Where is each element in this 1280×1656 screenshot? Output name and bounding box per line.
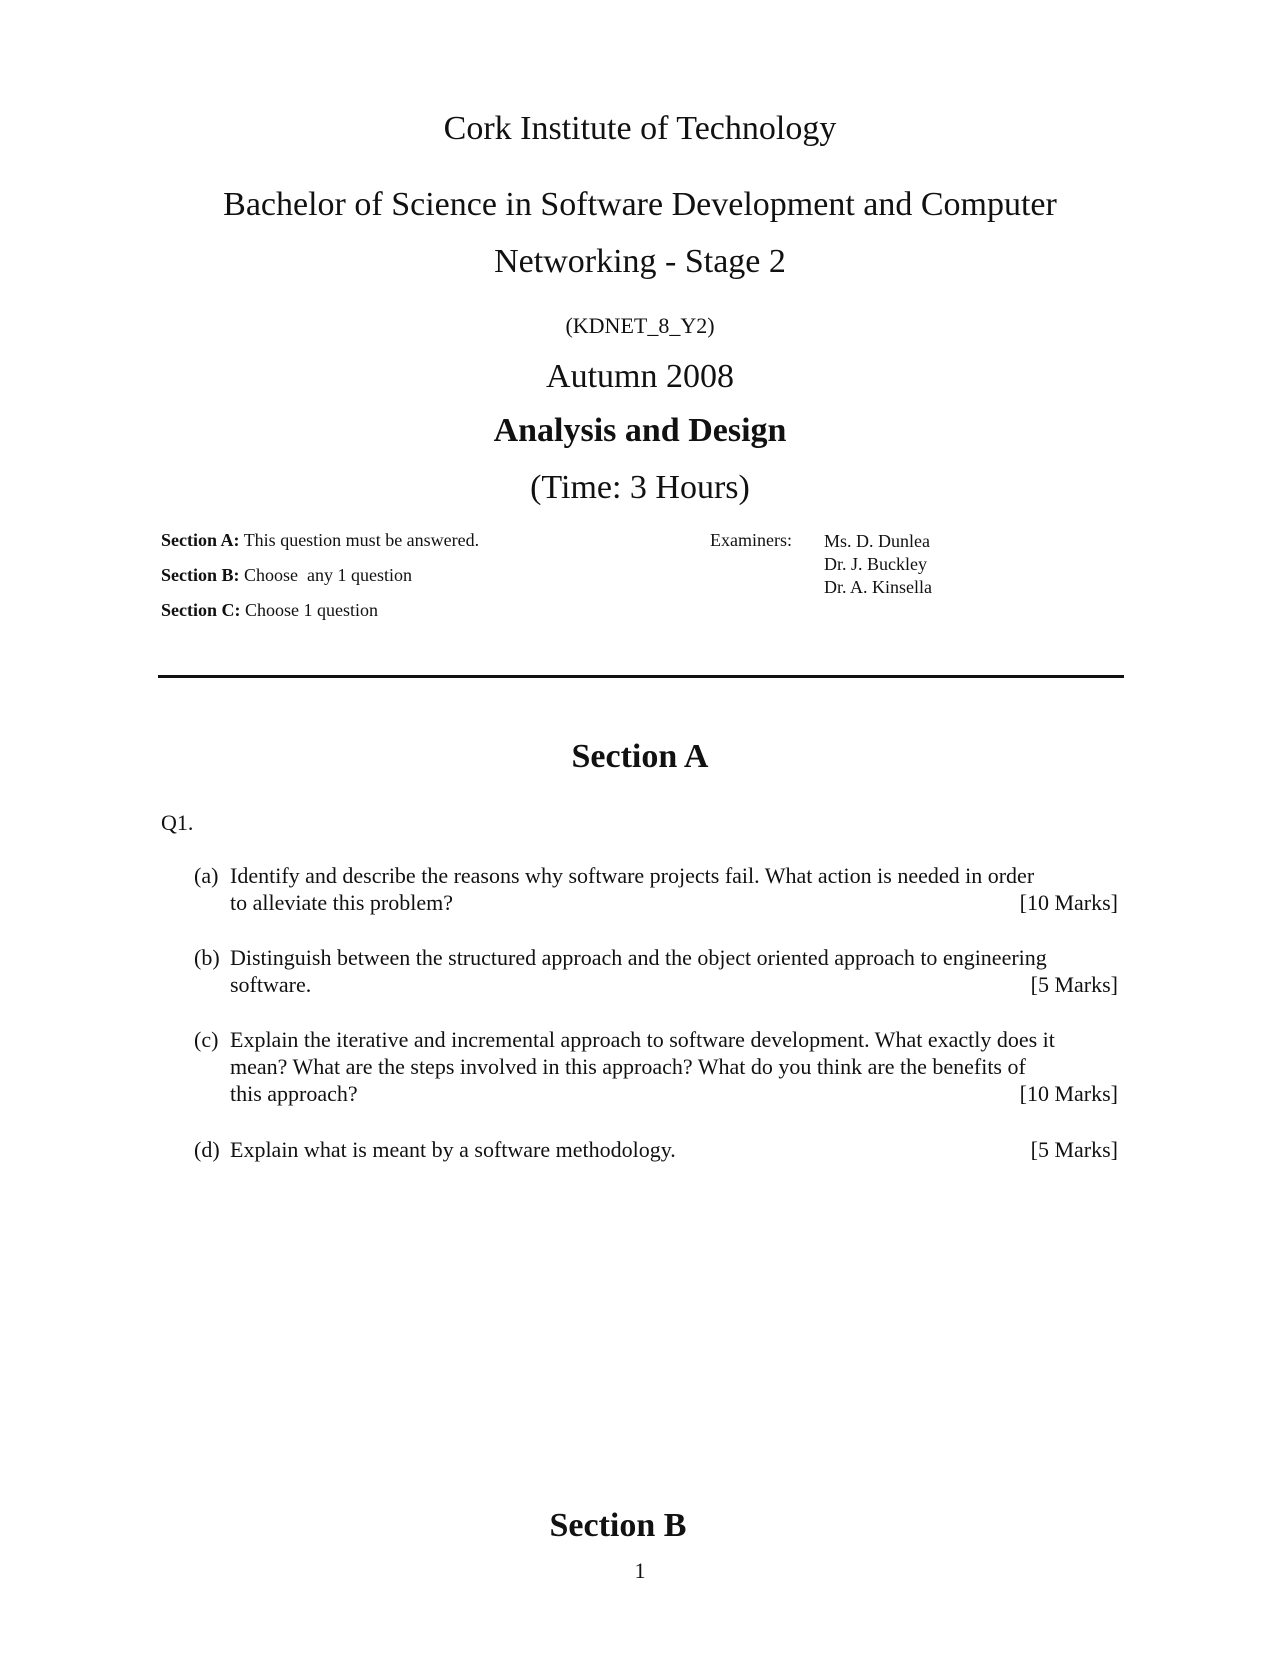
examiners-label: Examiners: — [710, 530, 792, 550]
part-text-line: Distinguish between the structured approach and the object oriented approach to engineering — [230, 945, 1047, 970]
instruction-section-c — [161, 600, 378, 621]
part-text-line: this approach? — [230, 1081, 358, 1106]
part-text-line: Explain what is meant by a software methodology. — [230, 1137, 676, 1162]
instruction-label: Section B: — [161, 565, 240, 585]
horizontal-divider — [158, 675, 1124, 678]
question-part-a — [194, 862, 1118, 916]
instruction-text: Choose any 1 question — [244, 565, 412, 585]
subject-title: Analysis and Design — [493, 412, 787, 449]
part-marks: [10 Marks] — [1019, 890, 1118, 915]
exam-term: Autumn 2008 — [546, 358, 734, 395]
question-part-c — [194, 1026, 1118, 1107]
part-marks: [5 Marks] — [1030, 1137, 1118, 1162]
question-number: Q1. — [161, 810, 194, 835]
page-number: 1 — [634, 1558, 646, 1583]
examiner-name: Dr. J. Buckley — [824, 554, 927, 574]
question-part-d — [194, 1136, 1118, 1163]
instruction-section-a — [161, 530, 479, 551]
part-marks: [10 Marks] — [1019, 1081, 1118, 1106]
course-code: (KDNET_8_Y2) — [565, 313, 715, 338]
section-a-heading: Section A — [571, 738, 709, 775]
instruction-text: This question must be answered. — [243, 530, 480, 550]
part-text-line: Explain the iterative and incremental approach to software development. What exactly does it — [230, 1027, 1055, 1052]
part-text-line: to alleviate this problem? — [230, 890, 453, 915]
examiner-name: Ms. D. Dunlea — [824, 531, 930, 551]
part-label: (d) — [194, 1137, 220, 1162]
instruction-label: Section C: — [161, 600, 241, 620]
examiners-list — [824, 530, 932, 599]
part-marks: [5 Marks] — [1030, 972, 1118, 997]
examiner-name: Dr. A. Kinsella — [824, 577, 932, 597]
degree-title-line2: Networking - Stage 2 — [494, 243, 786, 280]
part-text-line: mean? What are the steps involved in this approach? What do you think are the benefits of — [230, 1054, 1026, 1079]
instruction-label: Section A: — [161, 530, 240, 550]
part-label: (a) — [194, 863, 219, 888]
instruction-text: Choose 1 question — [245, 600, 378, 620]
question-part-b — [194, 944, 1118, 998]
institution-title: Cork Institute of Technology — [443, 110, 837, 147]
degree-title-line1: Bachelor of Science in Software Development and Computer — [223, 186, 1057, 223]
part-text-line: Identify and describe the reasons why software projects fail. What action is needed in order — [230, 863, 1035, 888]
part-label: (c) — [194, 1027, 219, 1052]
part-label: (b) — [194, 945, 220, 970]
instruction-section-b — [161, 565, 412, 586]
exam-duration: (Time: 3 Hours) — [530, 469, 750, 506]
part-text-line: software. — [230, 972, 312, 997]
section-b-heading: Section B — [549, 1507, 687, 1544]
